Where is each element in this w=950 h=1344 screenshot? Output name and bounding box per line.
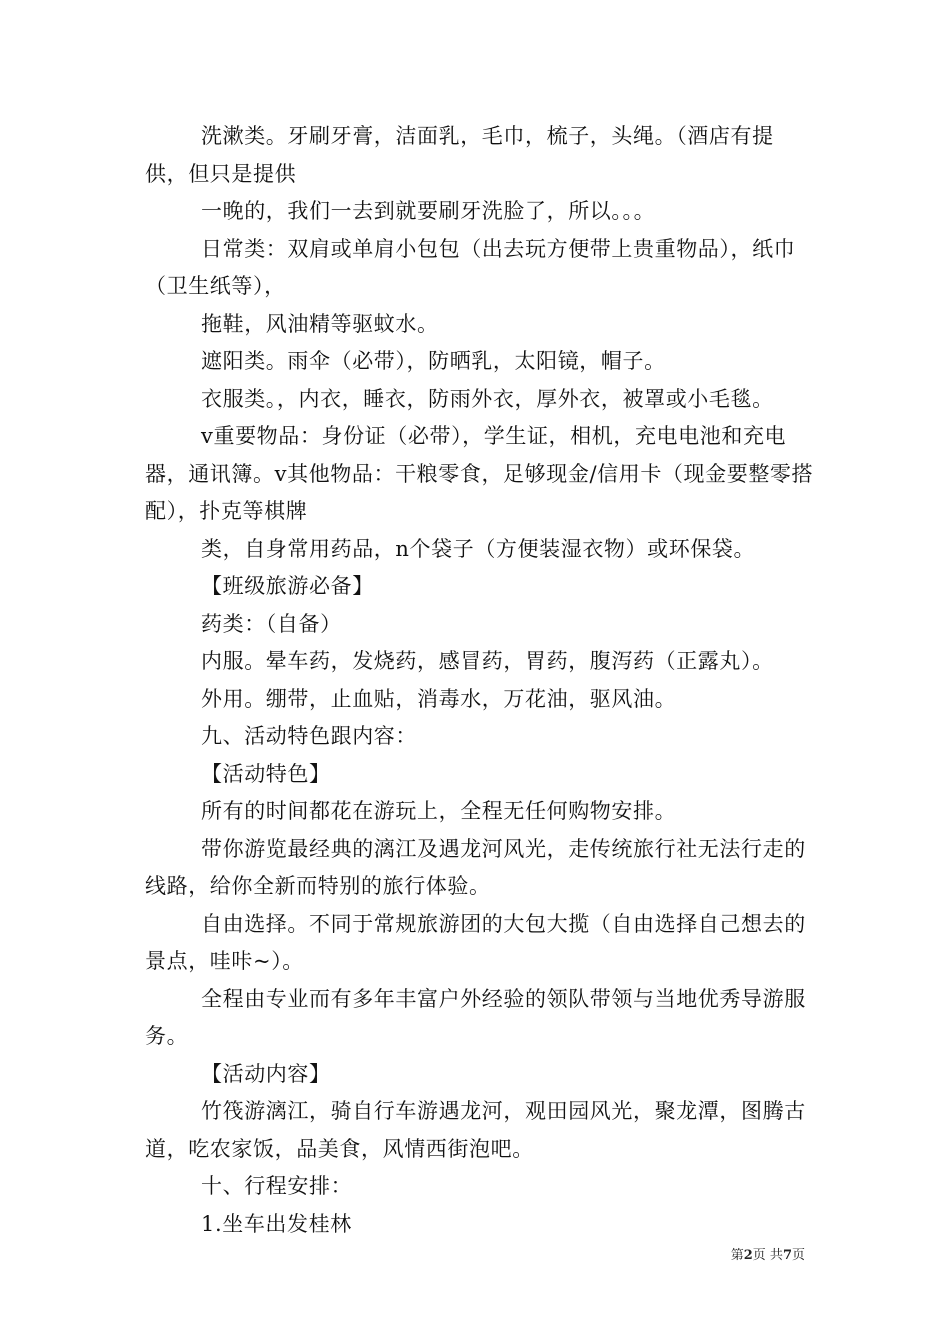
paragraph: 日常类：双肩或单肩小包包（出去玩方便带上贵重物品），纸巾（卫生纸等），: [145, 236, 796, 298]
paragraph: 洗漱类。牙刷牙膏，洁面乳，毛巾，梳子，头绳。（酒店有提供，但只是提供: [145, 124, 774, 186]
footer-middle: 页 共: [752, 1248, 783, 1263]
document-body: [145, 118, 815, 1243]
section-heading: 十、行程安排：: [201, 1174, 353, 1198]
section-heading: 【班级旅游必备】: [201, 574, 374, 598]
section-heading: 【活动内容】: [201, 1061, 331, 1086]
section-heading: 【活动特色】: [201, 761, 331, 786]
paragraph: 内服。晕车药，发烧药，感冒药，胃药，腹泻药（正露丸）。: [201, 649, 774, 673]
paragraph: 竹筏游漓江，骑自行车游遇龙河，观田园风光，聚龙潭，图腾古道，吃农家饭，品美食，风情西街泡吧。: [145, 1099, 806, 1161]
paragraph: 外用。绷带，止血贴，消毒水，万花油，驱风油。: [201, 686, 677, 711]
paragraph: 遮阳类。雨伞（必带），防晒乳，太阳镜，帽子。: [201, 349, 666, 373]
paragraph: 一晚的，我们一去到就要刷牙洗脸了，所以。。。: [201, 199, 656, 223]
paragraph: 自由选择。不同于常规旅游团的大包大揽（自由选择自己想去的景点，哇咔~）。: [145, 911, 806, 973]
current-page-number: 2: [743, 1248, 753, 1263]
paragraph: 衣服类。，内衣，睡衣，防雨外衣，厚外衣，被罩或小毛毯。: [201, 386, 774, 411]
paragraph: 类，自身常用药品，n个袋子（方便装湿衣物）或环保袋。: [201, 536, 756, 561]
paragraph: v重要物品：身份证（必带），学生证，相机，充电电池和充电器，通讯簿。v其他物品：干粮零食，足够现金/信用卡（现金要整零搭配），扑克等棋牌: [145, 424, 814, 523]
paragraph: 1.坐车出发桂林: [201, 1211, 352, 1236]
paragraph: 带你游览最经典的漓江及遇龙河风光，走传统旅行社无法行走的线路，给你全新而特别的旅行体验。: [145, 836, 806, 898]
footer-prefix: 第: [730, 1248, 744, 1263]
footer-suffix: 页: [791, 1248, 805, 1263]
paragraph: 所有的时间都花在游玩上，全程无任何购物安排。: [201, 799, 677, 823]
page-footer: [731, 1248, 805, 1264]
section-heading: 九、活动特色跟内容：: [201, 724, 417, 748]
paragraph: 拖鞋，风油精等驱蚊水。: [201, 311, 439, 336]
total-pages-number: 7: [782, 1248, 792, 1263]
paragraph: 全程由专业而有多年丰富户外经验的领队带领与当地优秀导游服务。: [145, 986, 806, 1048]
paragraph: 药类：（自备）: [201, 611, 342, 636]
